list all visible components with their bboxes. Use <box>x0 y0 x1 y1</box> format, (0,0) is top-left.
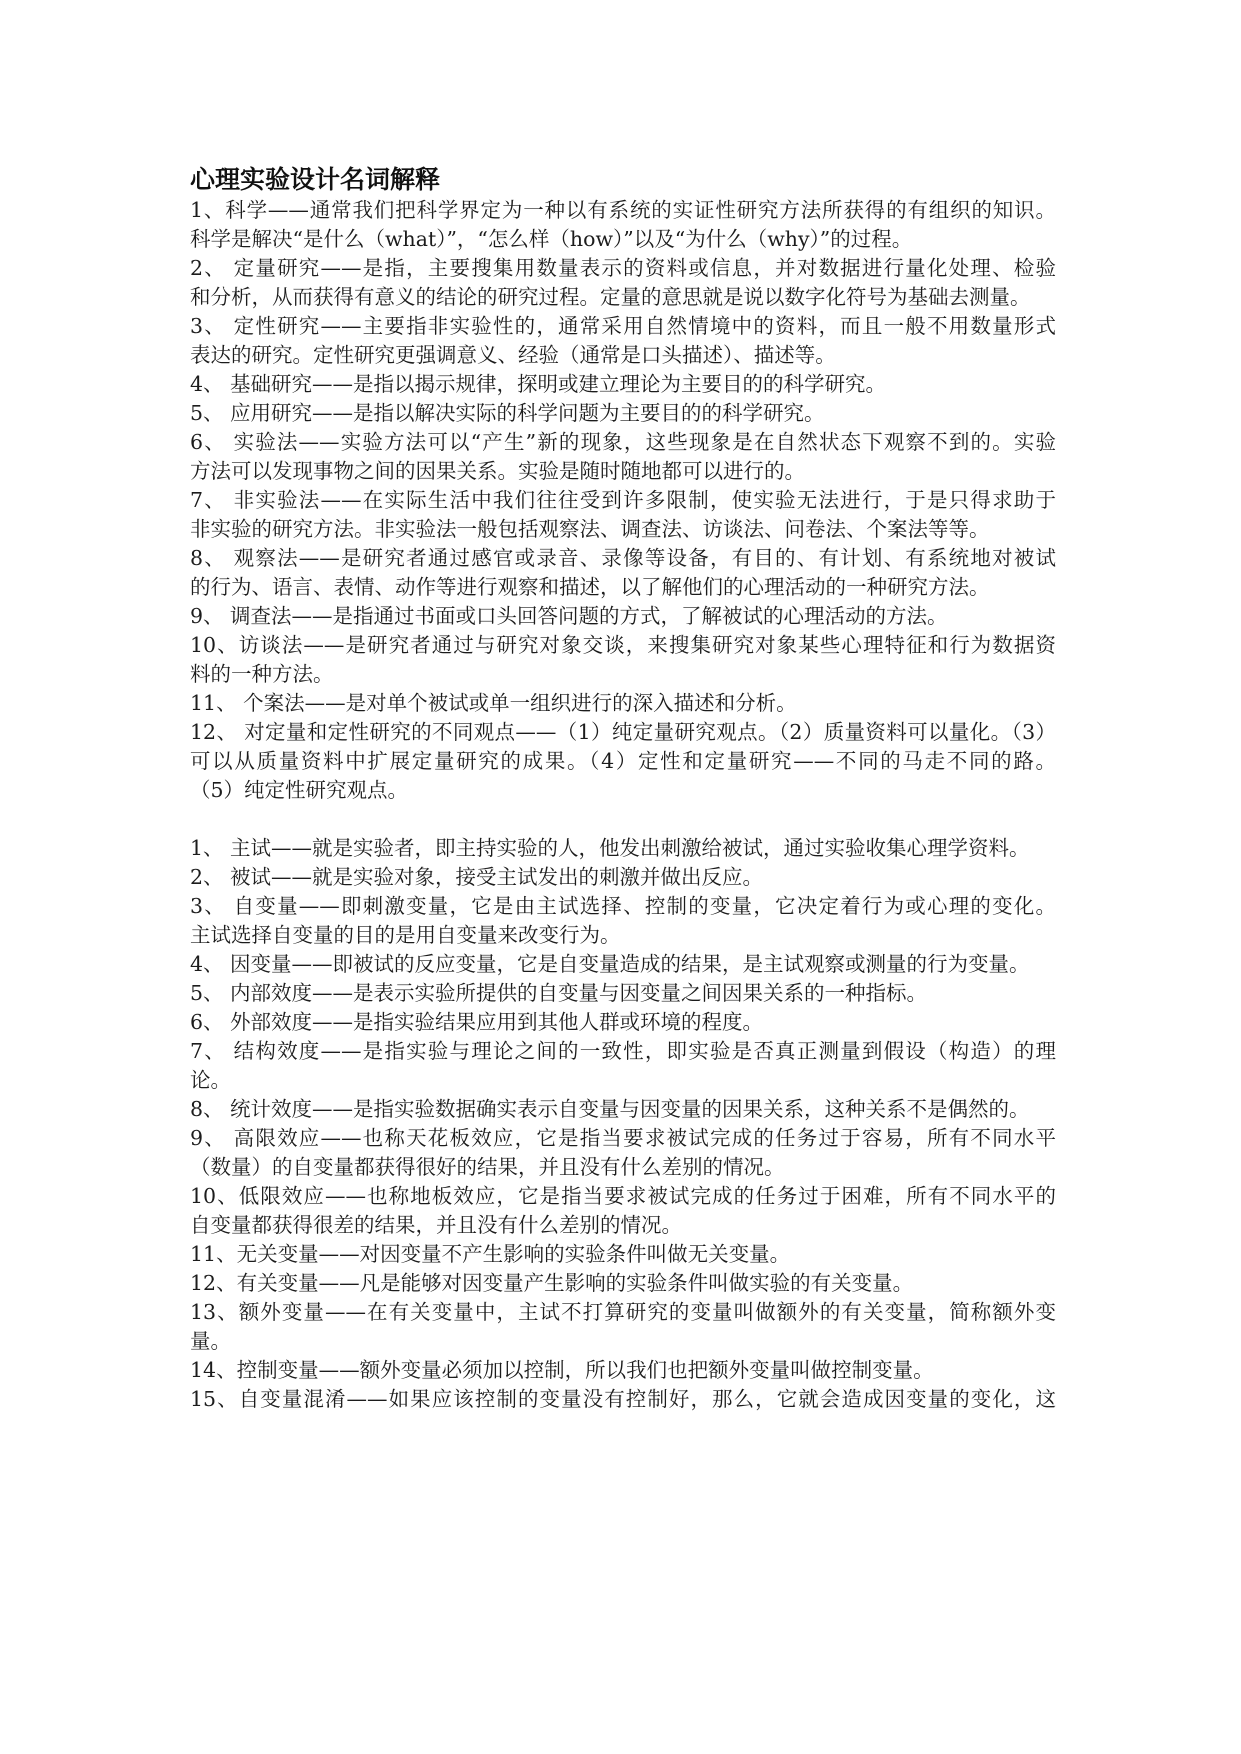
definition-line: 10、低限效应——也称地板效应，它是指当要求被试完成的任务过于困难，所有不同水平的 <box>190 1184 1056 1208</box>
definition-line: 表达的研究。定性研究更强调意义、经验（通常是口头描述）、描述等。 <box>190 343 836 367</box>
definition-line: 4、 基础研究——是指以揭示规律，探明或建立理论为主要目的的科学研究。 <box>190 372 887 396</box>
definition-line: 4、 因变量——即被试的反应变量，它是自变量造成的结果，是主试观察或测量的行为变量。 <box>190 952 1030 976</box>
definition-line: （数量）的自变量都获得很好的结果，并且没有什么差别的情况。 <box>190 1155 785 1179</box>
definition-item <box>190 486 1056 544</box>
definition-line: 12、 对定量和定性研究的不同观点——（1）纯定量研究观点。（2）质量资料可以量化。（3） <box>190 720 1056 744</box>
definition-item <box>190 1008 1056 1037</box>
definition-line: 2、 被试——就是实验对象，接受主试发出的刺激并做出反应。 <box>190 865 764 889</box>
definition-line: 自变量都获得很差的结果，并且没有什么差别的情况。 <box>190 1213 682 1237</box>
definition-item <box>190 863 1056 892</box>
definition-item <box>190 399 1056 428</box>
definition-line: 11、无关变量——对因变量不产生影响的实验条件叫做无关变量。 <box>190 1242 791 1266</box>
page-title: 心理实验设计名词解释 <box>190 164 441 194</box>
definition-line: 可以从质量资料中扩展定量研究的成果。（4）定性和定量研究——不同的马走不同的路。 <box>190 749 1056 773</box>
definition-line: 8、 统计效度——是指实验数据确实表示自变量与因变量的因果关系，这种关系不是偶然的。 <box>190 1097 1030 1121</box>
definition-line: 9、 高限效应——也称天花板效应，它是指当要求被试完成的任务过于容易，所有不同水平 <box>190 1126 1056 1150</box>
definition-item <box>190 196 1056 254</box>
definition-line: 7、 非实验法——在实际生活中我们往往受到许多限制，使实验无法进行，于是只得求助于 <box>190 488 1056 512</box>
experiment-design-terms-list <box>190 834 1056 1414</box>
definition-item <box>190 428 1056 486</box>
definition-line: （5）纯定性研究观点。 <box>190 778 409 802</box>
definition-line: 14、控制变量——额外变量必须加以控制，所以我们也把额外变量叫做控制变量。 <box>190 1358 934 1382</box>
definition-item <box>190 689 1056 718</box>
definition-item <box>190 370 1056 399</box>
definition-line: 科学是解决“是什么（what）”，“怎么样（how）”以及“为什么（why）”的过程。 <box>190 227 913 251</box>
definition-item <box>190 950 1056 979</box>
definition-item <box>190 718 1056 805</box>
definition-item <box>190 1182 1056 1240</box>
definition-item <box>190 1356 1056 1385</box>
definition-line: 6、 实验法——实验方法可以“产生”新的现象，这些现象是在自然状态下观察不到的。实验 <box>190 430 1056 454</box>
definition-line: 和分析，从而获得有意义的结论的研究过程。定量的意思就是说以数字化符号为基础去测量。 <box>190 285 1031 309</box>
definition-line: 的行为、语言、表情、动作等进行观察和描述，以了解他们的心理活动的一种研究方法。 <box>190 575 990 599</box>
definition-item <box>190 544 1056 602</box>
definition-item <box>190 892 1056 950</box>
definition-line: 2、 定量研究——是指，主要搜集用数量表示的资料或信息，并对数据进行量化处理、检验 <box>190 256 1056 280</box>
definition-item <box>190 312 1056 370</box>
definition-item <box>190 602 1056 631</box>
definition-line: 7、 结构效度——是指实验与理论之间的一致性，即实验是否真正测量到假设（构造）的理 <box>190 1039 1056 1063</box>
definition-line: 8、 观察法——是研究者通过感官或录音、录像等设备，有目的、有计划、有系统地对被试 <box>190 546 1056 570</box>
definition-line: 1、 主试——就是实验者，即主持实验的人，他发出刺激给被试，通过实验收集心理学资料。 <box>190 836 1030 860</box>
definition-item <box>190 1124 1056 1182</box>
definition-line: 料的一种方法。 <box>190 662 334 686</box>
definition-item <box>190 1095 1056 1124</box>
definition-line: 主试选择自变量的目的是用自变量来改变行为。 <box>190 923 621 947</box>
definition-line: 9、 调查法——是指通过书面或口头回答问题的方式，了解被试的心理活动的方法。 <box>190 604 948 628</box>
definition-item <box>190 1037 1056 1095</box>
definition-item <box>190 834 1056 863</box>
definition-line: 5、 应用研究——是指以解决实际的科学问题为主要目的的科学研究。 <box>190 401 825 425</box>
definition-item <box>190 1269 1056 1298</box>
definition-line: 5、 内部效度——是表示实验所提供的自变量与因变量之间因果关系的一种指标。 <box>190 981 928 1005</box>
definition-line: 6、 外部效度——是指实验结果应用到其他人群或环境的程度。 <box>190 1010 764 1034</box>
definition-line: 13、额外变量——在有关变量中，主试不打算研究的变量叫做额外的有关变量，简称额外变 <box>190 1300 1056 1324</box>
definition-line: 3、 定性研究——主要指非实验性的，通常采用自然情境中的资料，而且一般不用数量形式 <box>190 314 1056 338</box>
definition-item <box>190 254 1056 312</box>
document-body <box>190 196 1056 1414</box>
definition-line: 论。 <box>190 1068 231 1092</box>
definition-item <box>190 979 1056 1008</box>
definition-line: 量。 <box>190 1329 231 1353</box>
definition-item <box>190 631 1056 689</box>
definition-item <box>190 1240 1056 1269</box>
definition-line: 非实验的研究方法。非实验法一般包括观察法、调查法、访谈法、问卷法、个案法等等。 <box>190 517 990 541</box>
definition-line: 3、 自变量——即刺激变量，它是由主试选择、控制的变量，它决定着行为或心理的变化。 <box>190 894 1056 918</box>
definition-line: 12、有关变量——凡是能够对因变量产生影响的实验条件叫做实验的有关变量。 <box>190 1271 914 1295</box>
definition-line: 1、科学——通常我们把科学界定为一种以有系统的实证性研究方法所获得的有组织的知识。 <box>190 198 1056 222</box>
definition-item <box>190 1298 1056 1356</box>
research-method-terms-list <box>190 196 1056 805</box>
definition-line: 10、访谈法——是研究者通过与研究对象交谈，来搜集研究对象某些心理特征和行为数据资 <box>190 633 1056 657</box>
definition-item <box>190 1385 1056 1414</box>
definition-line: 15、自变量混淆——如果应该控制的变量没有控制好，那么，它就会造成因变量的变化，这 <box>190 1387 1056 1411</box>
definition-line: 方法可以发现事物之间的因果关系。实验是随时随地都可以进行的。 <box>190 459 805 483</box>
definition-line: 11、 个案法——是对单个被试或单一组织进行的深入描述和分析。 <box>190 691 797 715</box>
